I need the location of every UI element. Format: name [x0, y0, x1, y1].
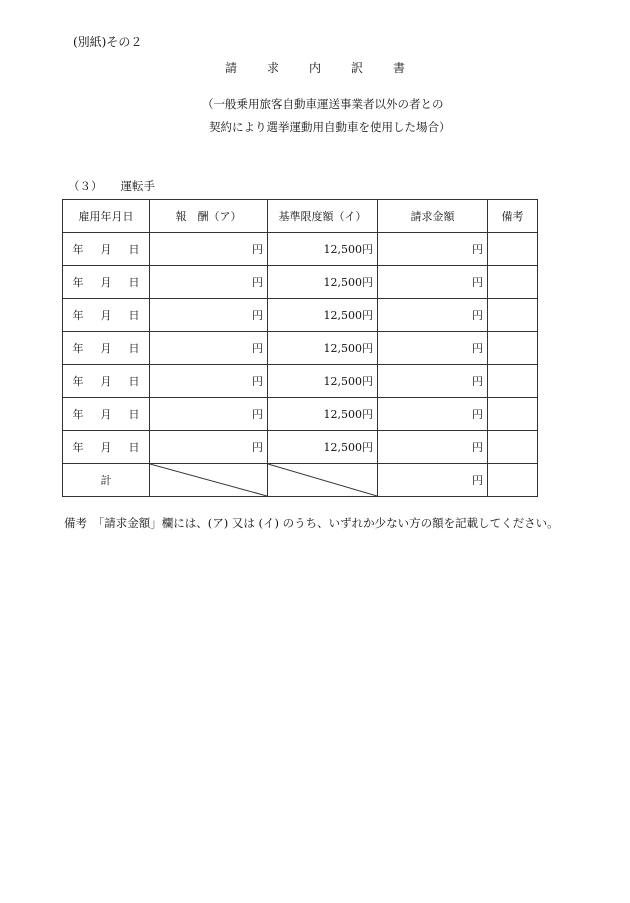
employment-date-cell[interactable] — [63, 398, 150, 431]
employment-date-cell[interactable] — [63, 266, 150, 299]
table-row — [63, 266, 538, 299]
table-row — [63, 365, 538, 398]
date-unit-label: 月 — [100, 375, 112, 388]
document-title — [225, 59, 435, 76]
claim-amount-cell[interactable]: 円 — [378, 398, 488, 431]
employment-date-cell[interactable] — [63, 299, 150, 332]
employment-date-cell[interactable] — [63, 365, 150, 398]
title-char: 内 — [309, 61, 322, 75]
limit-amount-cell: 12,500円 — [268, 299, 378, 332]
date-unit-label: 日 — [128, 408, 140, 421]
claim-amount-cell[interactable]: 円 — [378, 332, 488, 365]
limit-amount-cell: 12,500円 — [268, 365, 378, 398]
header-remuneration: 報 酬（ア） — [150, 200, 268, 233]
table-header-row — [63, 200, 538, 233]
date-unit-label: 年 — [72, 276, 84, 289]
table-row — [63, 398, 538, 431]
date-unit-label: 日 — [128, 375, 140, 388]
total-remarks[interactable] — [488, 464, 538, 497]
section-number: （３） — [68, 179, 103, 193]
date-unit-label: 月 — [100, 309, 112, 322]
table-row — [63, 431, 538, 464]
title-char: 訳 — [351, 61, 364, 75]
employment-date-cell[interactable] — [63, 233, 150, 266]
claim-amount-cell[interactable]: 円 — [378, 266, 488, 299]
diagonal-slash — [150, 464, 267, 496]
employment-date-cell[interactable] — [63, 332, 150, 365]
remarks-cell[interactable] — [488, 233, 538, 266]
remarks-cell[interactable] — [488, 398, 538, 431]
remuneration-cell[interactable]: 円 — [150, 266, 268, 299]
claim-amount-cell[interactable]: 円 — [378, 365, 488, 398]
date-unit-label: 日 — [128, 243, 140, 256]
table-row — [63, 299, 538, 332]
date-unit-label: 月 — [100, 243, 112, 256]
remuneration-cell[interactable]: 円 — [150, 365, 268, 398]
remarks-cell[interactable] — [488, 299, 538, 332]
total-label: 計 — [63, 464, 150, 497]
remarks-note: 備考 「請求金額」欄には、(ア) 又は (イ) のうち、いずれか少ない方の額を記載してください。 — [64, 516, 559, 530]
date-unit-label: 月 — [100, 342, 112, 355]
subtitle-line-1: （一般乗用旅客自動車運送事業者以外の者との — [202, 97, 444, 111]
date-unit-label: 年 — [72, 309, 84, 322]
total-row — [63, 464, 538, 497]
limit-amount-cell: 12,500円 — [268, 332, 378, 365]
date-unit-label: 年 — [72, 408, 84, 421]
header-limit-amount: 基準限度額（イ） — [268, 200, 378, 233]
limit-amount-cell: 12,500円 — [268, 398, 378, 431]
header-employment-date: 雇用年月日 — [63, 200, 150, 233]
title-char: 書 — [393, 61, 406, 75]
date-unit-label: 月 — [100, 441, 112, 454]
date-unit-label: 年 — [72, 342, 84, 355]
date-unit-label: 日 — [128, 441, 140, 454]
section-heading — [68, 178, 155, 194]
limit-amount-cell: 12,500円 — [268, 233, 378, 266]
remuneration-cell[interactable]: 円 — [150, 398, 268, 431]
remuneration-cell[interactable]: 円 — [150, 233, 268, 266]
table-row — [63, 233, 538, 266]
subtitle-line-2: 契約により選挙運動用自動車を使用した場合） — [209, 120, 451, 134]
remarks-cell[interactable] — [488, 431, 538, 464]
title-char: 請 — [225, 61, 238, 75]
limit-amount-cell: 12,500円 — [268, 431, 378, 464]
section-label: 運転手 — [120, 179, 155, 193]
claim-amount-cell[interactable]: 円 — [378, 233, 488, 266]
charge-table — [62, 199, 538, 497]
remuneration-cell[interactable]: 円 — [150, 332, 268, 365]
date-unit-label: 月 — [100, 276, 112, 289]
remuneration-cell[interactable]: 円 — [150, 299, 268, 332]
claim-amount-cell[interactable]: 円 — [378, 299, 488, 332]
date-unit-label: 年 — [72, 375, 84, 388]
date-unit-label: 日 — [128, 342, 140, 355]
attachment-label: (別紙)その２ — [73, 35, 143, 49]
table-row — [63, 332, 538, 365]
total-claim-amount[interactable]: 円 — [378, 464, 488, 497]
employment-date-cell[interactable] — [63, 431, 150, 464]
remuneration-cell[interactable]: 円 — [150, 431, 268, 464]
date-unit-label: 年 — [72, 243, 84, 256]
remarks-cell[interactable] — [488, 332, 538, 365]
date-unit-label: 日 — [128, 309, 140, 322]
title-char: 求 — [267, 61, 280, 75]
total-limit-blank — [268, 464, 378, 497]
limit-amount-cell: 12,500円 — [268, 266, 378, 299]
remarks-cell[interactable] — [488, 365, 538, 398]
total-remuneration-blank — [150, 464, 268, 497]
date-unit-label: 月 — [100, 408, 112, 421]
date-unit-label: 日 — [128, 276, 140, 289]
header-remarks: 備考 — [488, 200, 538, 233]
remarks-cell[interactable] — [488, 266, 538, 299]
date-unit-label: 年 — [72, 441, 84, 454]
diagonal-slash — [268, 464, 377, 496]
claim-amount-cell[interactable]: 円 — [378, 431, 488, 464]
header-claim-amount: 請求金額 — [378, 200, 488, 233]
